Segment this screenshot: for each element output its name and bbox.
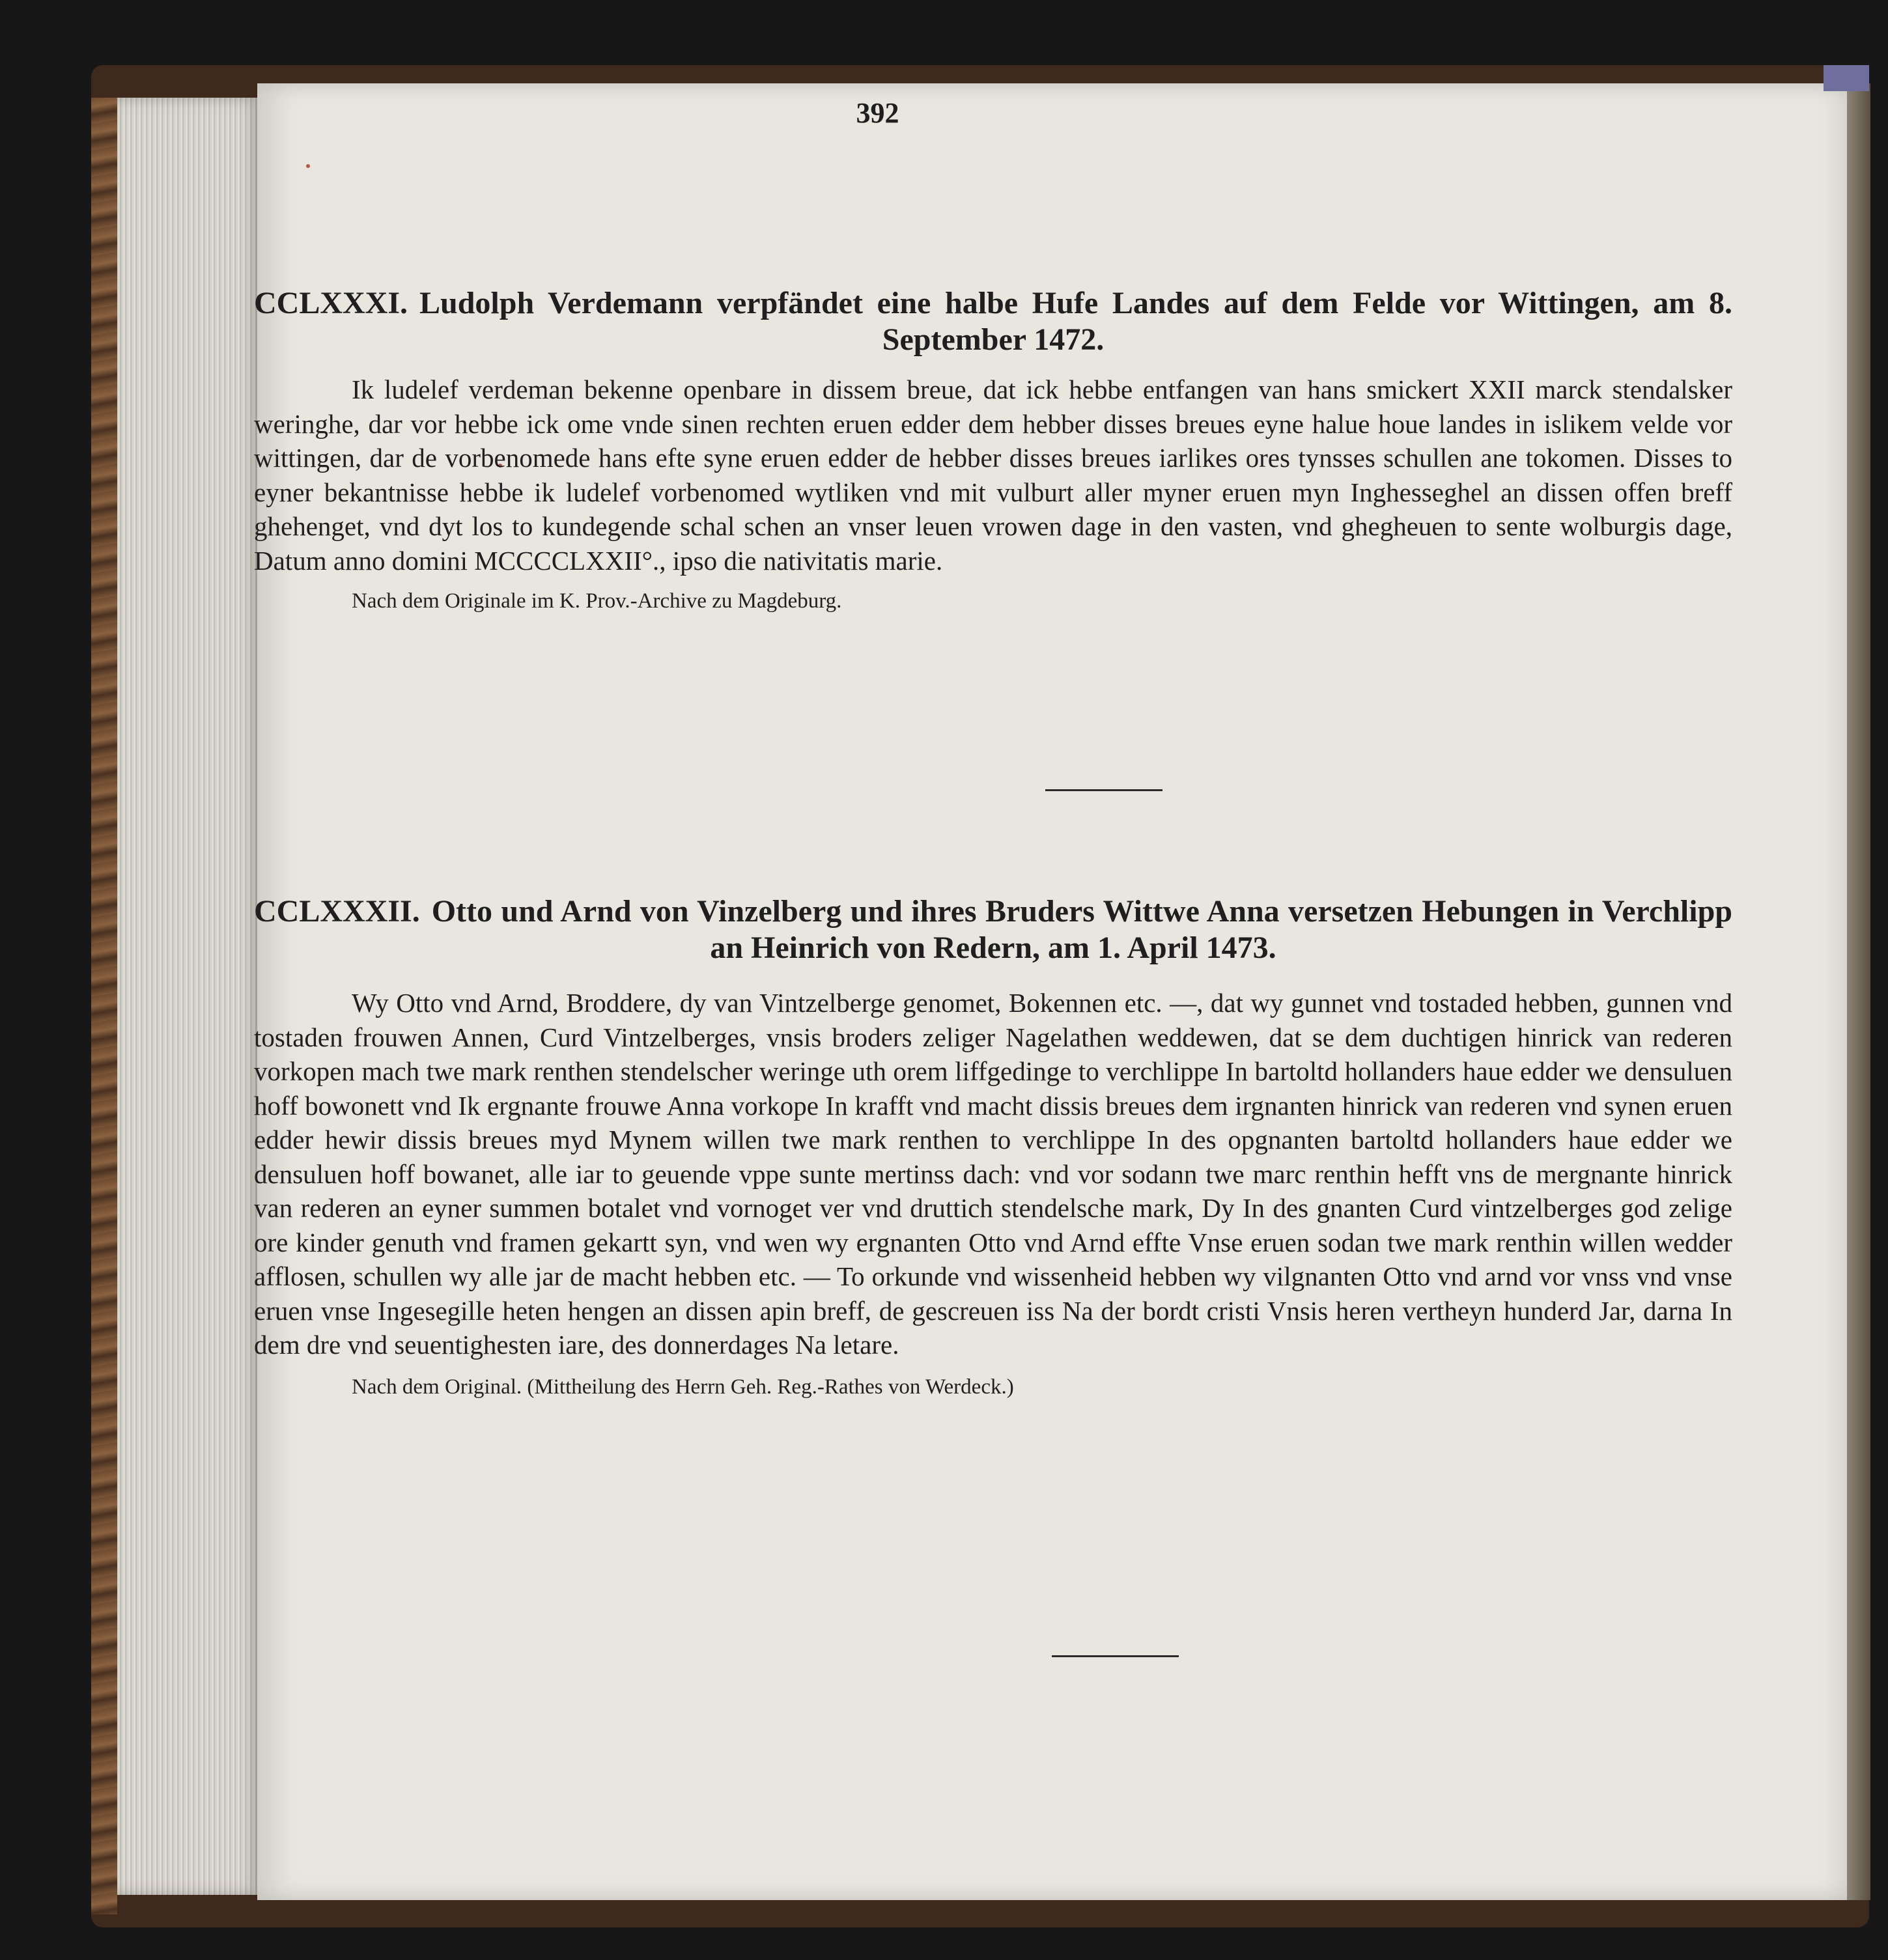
document-ccLxxxii bbox=[254, 893, 1732, 1400]
document-source: Nach dem Originale im K. Prov.-Archive zu Magdeburg. bbox=[352, 589, 842, 613]
margin-mark bbox=[306, 164, 310, 168]
document-source: Nach dem Original. (Mittheilung des Herrn Geh. Reg.-Rathes von Werdeck.) bbox=[352, 1375, 1014, 1399]
document-body: Ik ludelef verdeman bekenne openbare in dissem breue, dat ick hebbe entfangen van hans smickert XXII marck stendalsker weringhe, dar vor hebbe ick ome vnde sinen rechten eruen edder dem hebber disses breues eyne halue houe landes in islikem velde vor wittingen, dar de vorbenomede hans efte syne eruen edder de hebber disses breues iarlikes ores tynsses schullen ane tokomen. Disses to eyner bekantnisse hebbe ik ludelef vorbenomed wytliken vnd mit vulburt aller myner eruen myn Inghesseghel an dissen offen breff ghehenget, vnd dyt los to kundegende schal schen an vnser leuen vrowen dage in den vasten, vnd ghegheuen to sente wolburgis dage, Datum anno domini MCCCCLXXII°., ipso die nativitatis marie. bbox=[254, 374, 1732, 576]
page-number: 392 bbox=[856, 97, 899, 129]
document-heading bbox=[254, 893, 1732, 966]
facing-page-edge bbox=[1847, 83, 1870, 1900]
document-number: CCLXXXI. bbox=[254, 286, 408, 320]
document-heading bbox=[254, 285, 1732, 358]
section-divider bbox=[1045, 789, 1162, 791]
document-number: CCLXXXII. bbox=[254, 894, 420, 929]
page-stack-edges bbox=[117, 98, 261, 1895]
document-title: Ludolph Verdemann verpfändet eine halbe Hufe Landes auf dem Felde vor Wittingen, am 8. September 1472. bbox=[419, 286, 1732, 357]
document-ccLxxxi bbox=[254, 285, 1732, 614]
end-divider bbox=[1052, 1655, 1179, 1657]
document-title: Otto und Arnd von Vinzelberg und ihres Bruders Wittwe Anna versetzen Hebungen in Verchlipp an Heinrich von Redern, am 1. April 1473. bbox=[431, 894, 1732, 965]
marbled-spine-edge bbox=[91, 98, 117, 1914]
bookmark-ribbon bbox=[1824, 65, 1869, 91]
document-body: Wy Otto vnd Arnd, Broddere, dy van Vintzelberge genomet, Bokennen etc. —, dat wy gunnet vnd tostaded hebben, gunnen vnd tostaden frouwen Annen, Curd Vintzelberges, vnsis broders zeliger Nagelathen weddewen, dat se dem duchtigen hinrick van rederen vorkopen mach twe mark renthen stendelscher weringe uth orem liffgedinge to verchlippe In bartoltd hollanders haue edder we densuluen hoff bowonett vnd Ik ergnante frouwe Anna vorkope In krafft vnd macht dissis breues dem irgnanten hinrick van rederen vnd synen eruen edder hewir dissis breues myd Mynem willen twe mark renthen to verchlippe In des opgnanten bartoltd hollanders haue edder we densuluen hoff bowanet, alle iar to geuende vppe sunte mertinss dach: vnd vor sodann twe marc renthin hefft vns de mergnante hinrick van rederen an eyner summen botalet vnd vornoget ver vnd druttich stendelsche mark, Dy In des gnanten Curd vintzelberges god zelige ore kinder genuth vnd framen gekartt syn, vnd wen wy ergnanten Otto vnd Arnd effte Vnse eruen sodan twe mark renthin willen wedder afflosen, schullen wy alle jar de macht hebben etc. — To orkunde vnd wissenheid hebben wy vilgnanten Otto vnd arnd vor vnss vnd vnse eruen vnse Ingesegille heten hengen an dissen apin breff, de gescreuen iss Na der bordt cristi Vnsis heren vertheyn hunderd Jar, darna In dem dre vnd seuentighesten iare, des donnerdages Na letare. bbox=[254, 988, 1732, 1360]
